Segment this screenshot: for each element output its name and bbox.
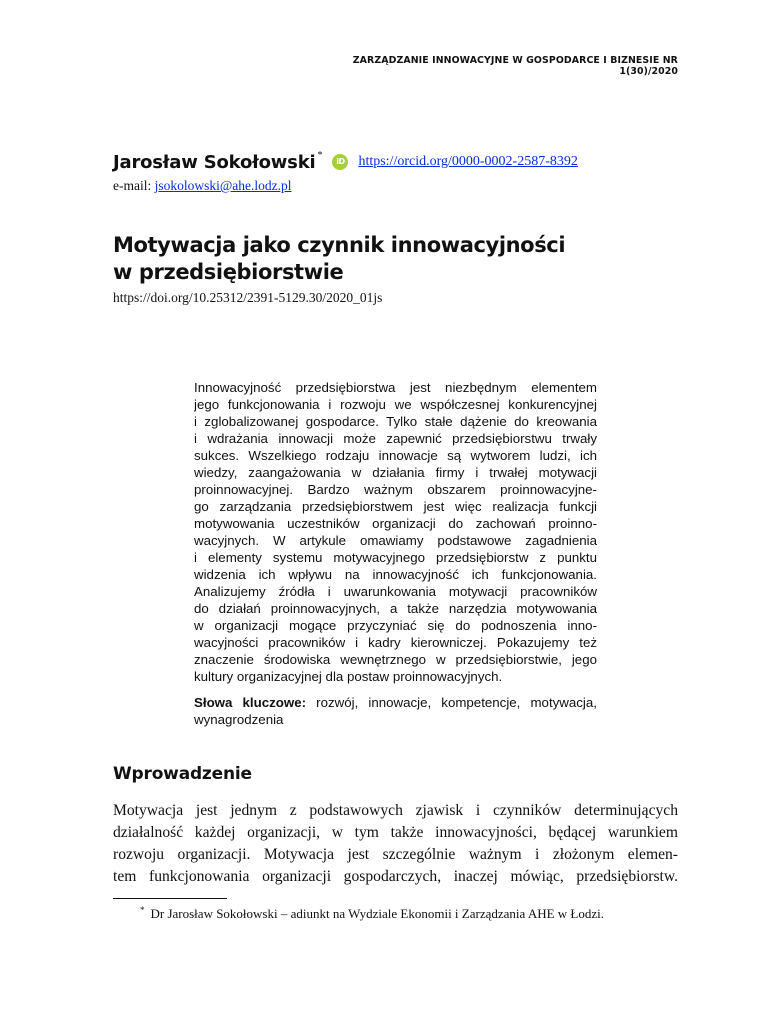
body-line: Motywacja jest jednym z podstawowych zjawisk i czynników determinujących	[113, 802, 678, 819]
author-name: Jarosław Sokołowski	[113, 151, 316, 173]
abstract-line: i wdrażania innowacji może zapewnić przedsiębiorstwu trwały	[194, 431, 597, 446]
running-head: ZARZĄDZANIE INNOWACYJNE W GOSPODARCE I BIZNESIE NR 1(30)/2020	[352, 55, 678, 77]
abstract-line: i elementy systemu motywacyjnego przedsiębiorstw z punktu	[194, 550, 597, 565]
keywords-line-2: wynagrodzenia	[194, 712, 284, 727]
footnote-text: Dr Jarosław Sokołowski – adiunkt na Wydziale Ekonomii i Zarządzania AHE w Łodzi.	[150, 906, 605, 921]
keywords-line-1	[194, 694, 597, 711]
footnote-divider	[113, 898, 227, 899]
body-line: tem funkcjonowania organizacji gospodarczych, inaczej mówiąc, przedsiębiorstw.	[113, 868, 678, 885]
abstract-line: kultury organizacyjnej dla postaw proinnowacyjnych.	[194, 669, 503, 684]
abstract-line: wiedzy, zaangażowania w działania firmy i trwałej motywacji	[194, 465, 597, 480]
body-line: rozwoju organizacji. Motywacja jest szczególnie ważnym i złożonym elemen-	[113, 846, 678, 863]
body-paragraph	[113, 800, 678, 888]
abstract-line: proinnowacyjnej. Bardzo ważnym obszarem proinnowacyjne-	[194, 482, 597, 497]
email-label: e-mail:	[113, 178, 155, 193]
abstract	[194, 379, 597, 685]
article-title	[113, 232, 673, 286]
doi-link[interactable]: https://doi.org/10.25312/2391-5129.30/2020_01js	[113, 290, 383, 305]
abstract-line: wacyjnych. W artykule omawiamy podstawowe zagadnienia	[194, 533, 597, 548]
title-line-2: w przedsiębiorstwie	[113, 260, 344, 284]
abstract-line: wacyjności pracowników i kadry kierowniczej. Pokazujemy też	[194, 635, 597, 650]
keywords	[194, 694, 597, 728]
author-line	[113, 150, 578, 173]
abstract-line: motywowania uczestników organizacji do zachowań proinno-	[194, 516, 597, 531]
footnote	[140, 905, 604, 922]
abstract-line: znaczenie środowiska wewnętrznego w przedsiębiorstwie, jego	[194, 652, 597, 667]
abstract-line: jego funkcjonowania i rozwoju we współczesnej konkurencyjnej	[194, 397, 597, 412]
abstract-line: Analizujemy źródła i uwarunkowania motywacji pracowników	[194, 584, 597, 599]
abstract-line: do działań proinnowacyjnych, a także narzędzia motywowania	[194, 601, 597, 616]
abstract-line: sukces. Wszelkiego rodzaju innowacje są wytworem ludzi, ich	[194, 448, 597, 463]
abstract-line: go zarządzania przedsiębiorstwem jest więc realizacja funkcji	[194, 499, 597, 514]
abstract-line: Innowacyjność przedsiębiorstwa jest niezbędnym elementem	[194, 380, 597, 395]
email-line	[113, 178, 292, 194]
footnote-mark: *	[140, 905, 145, 915]
abstract-line: w organizacji mogące przyczyniać się do podnoszenia inno-	[194, 618, 597, 633]
orcid-icon[interactable]: iD	[332, 154, 348, 170]
orcid-link[interactable]: https://orcid.org/0000-0002-2587-8392	[358, 154, 578, 170]
abstract-line: widzenia ich wpływu na innowacyjność ich funkcjonowania.	[194, 567, 597, 582]
body-line: działalność każdej organizacji, w tym także innowacyjności, będącej warunkiem	[113, 824, 678, 841]
keywords-values: rozwój, innowacje, kompetencje, motywacja,	[306, 695, 597, 710]
section-heading: Wprowadzenie	[113, 764, 252, 784]
author-footnote-mark: *	[317, 150, 323, 161]
email-link[interactable]: jsokolowski@ahe.lodz.pl	[154, 178, 292, 193]
abstract-line: i zglobalizowanej gospodarce. Tylko stałe dążenie do kreowania	[194, 414, 597, 429]
keywords-label: Słowa kluczowe:	[194, 695, 307, 710]
title-line-1: Motywacja jako czynnik innowacyjności	[113, 233, 566, 257]
